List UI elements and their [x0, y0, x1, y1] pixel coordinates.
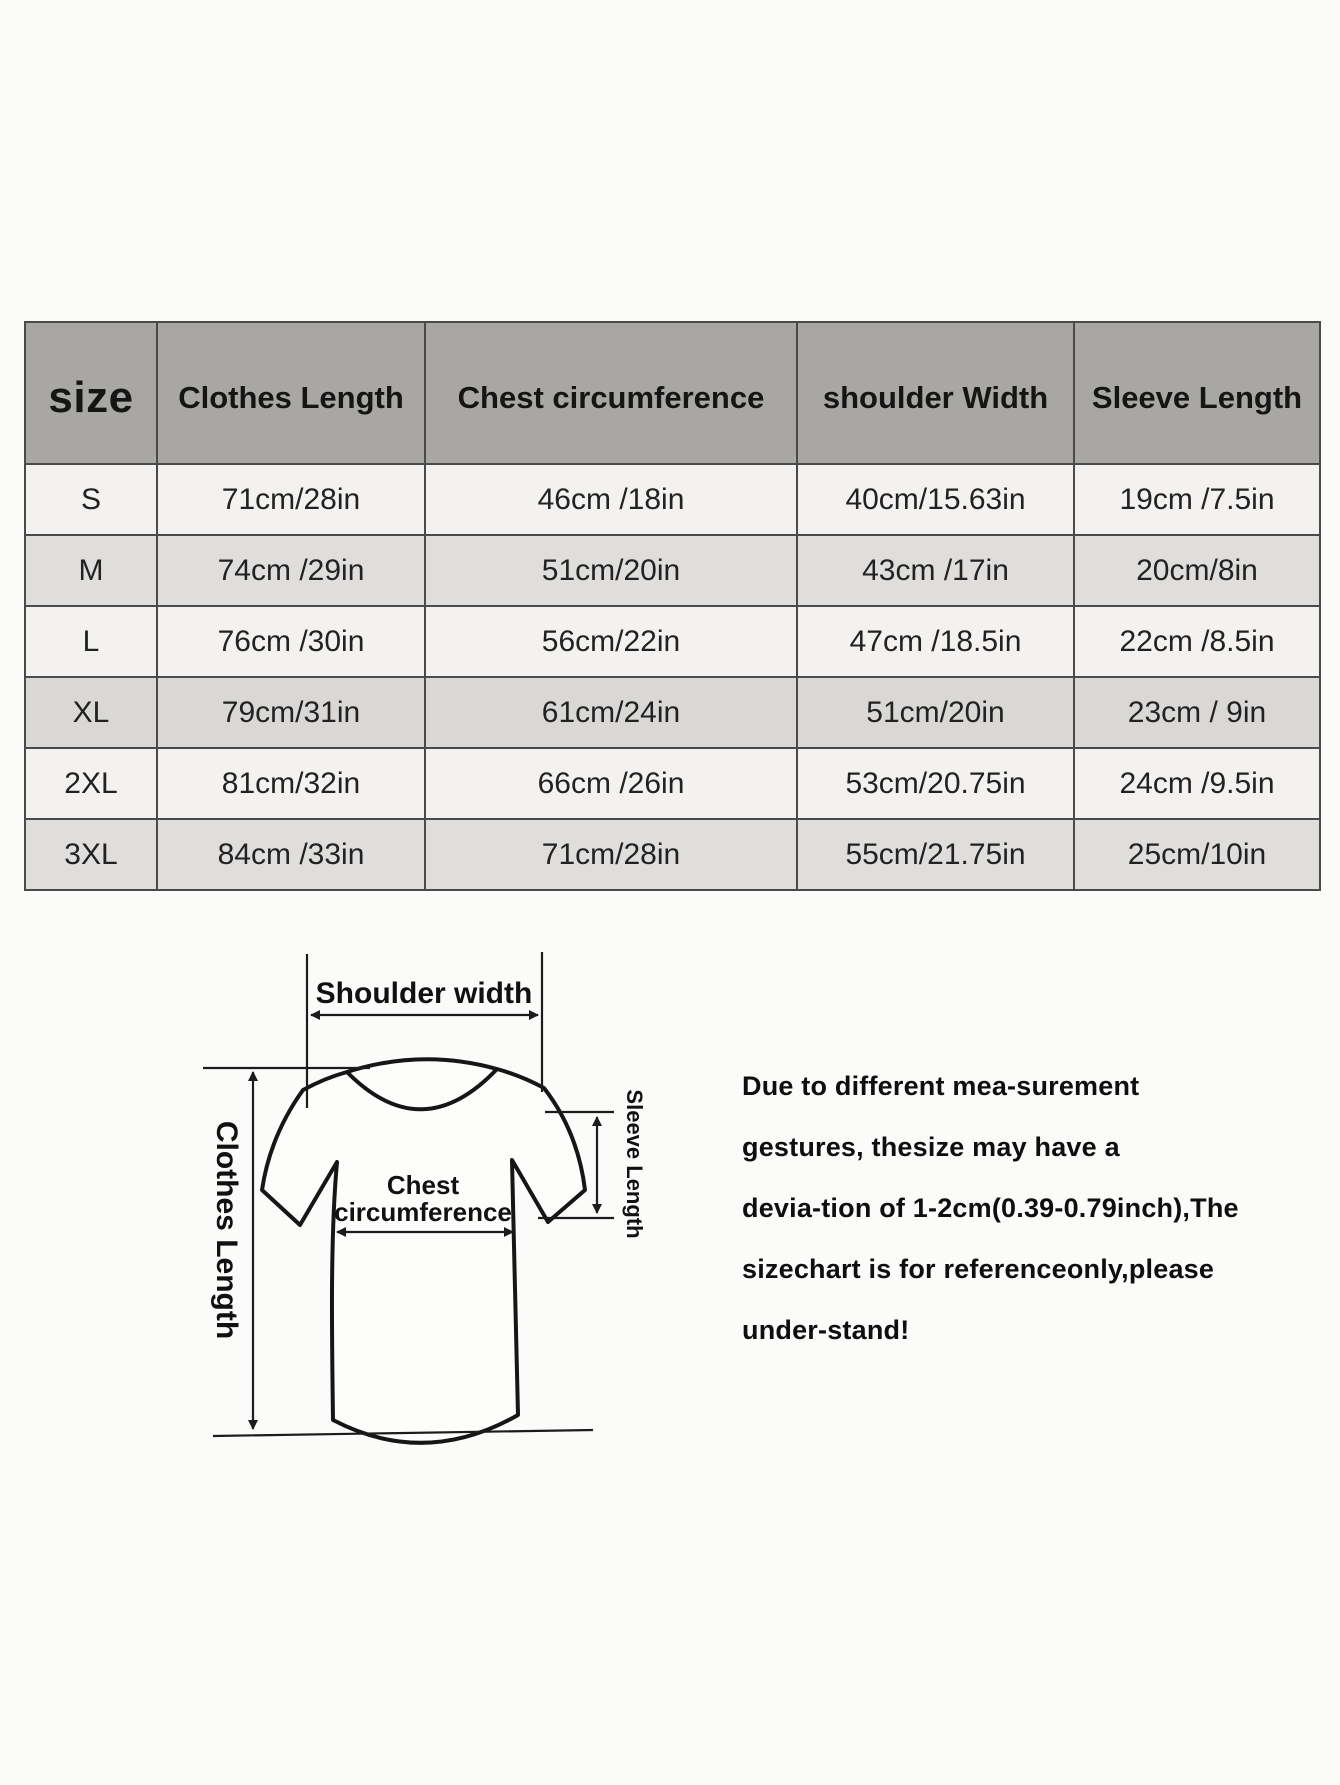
measurement-cell: 79cm/31in [157, 677, 425, 748]
tshirt-diagram [170, 940, 660, 1470]
size-cell: M [25, 535, 157, 606]
size-cell: XL [25, 677, 157, 748]
measurement-cell: 55cm/21.75in [797, 819, 1074, 890]
note-line: sizechart is for referenceonly,please [742, 1254, 1215, 1284]
measurement-cell: 51cm/20in [797, 677, 1074, 748]
measurement-cell: 84cm /33in [157, 819, 425, 890]
table-row-l [25, 606, 1320, 677]
measurement-cell: 71cm/28in [157, 464, 425, 535]
chest-label-line1: Chest [386, 1170, 460, 1200]
note-line: under-stand! [742, 1315, 910, 1345]
note-line: Due to different mea-surement [742, 1071, 1140, 1101]
measurement-cell: 56cm/22in [425, 606, 797, 677]
table-row-2xl [25, 748, 1320, 819]
column-header-shoulder-width: shoulder Width [797, 322, 1074, 464]
measurement-cell: 23cm / 9in [1074, 677, 1320, 748]
measurement-cell: 43cm /17in [797, 535, 1074, 606]
measurement-cell: 40cm/15.63in [797, 464, 1074, 535]
chest-label-line2: circumference [334, 1197, 512, 1227]
note-line: devia-tion of 1-2cm(0.39-0.79inch),The [742, 1193, 1239, 1223]
measurement-cell: 74cm /29in [157, 535, 425, 606]
size-table-header [25, 322, 1320, 464]
size-chart-table [24, 321, 1321, 891]
measurement-cell: 81cm/32in [157, 748, 425, 819]
shoulder-width-label: Shoulder width [315, 977, 533, 1010]
column-header-clothes-length: Clothes Length [157, 322, 425, 464]
measurement-cell: 19cm /7.5in [1074, 464, 1320, 535]
tshirt-diagram-svg [170, 940, 660, 1470]
clothes-length-label: Clothes Length [210, 1120, 243, 1340]
measurement-cell: 20cm/8in [1074, 535, 1320, 606]
table-row-s [25, 464, 1320, 535]
measurement-cell: 66cm /26in [425, 748, 797, 819]
measurement-cell: 76cm /30in [157, 606, 425, 677]
column-header-size: size [25, 322, 157, 464]
measurement-cell: 71cm/28in [425, 819, 797, 890]
measurement-cell: 22cm /8.5in [1074, 606, 1320, 677]
tshirt-outline [262, 1059, 585, 1443]
measurement-note [742, 1056, 1247, 1361]
note-line: gestures, thesize may have a [742, 1132, 1120, 1162]
sleeve-length-label: Sleeve Length [622, 1089, 647, 1239]
size-cell: 3XL [25, 819, 157, 890]
size-cell: L [25, 606, 157, 677]
column-header-sleeve-length: Sleeve Length [1074, 322, 1320, 464]
table-row-3xl [25, 819, 1320, 890]
measurement-cell: 47cm /18.5in [797, 606, 1074, 677]
table-row-m [25, 535, 1320, 606]
measurement-cell: 46cm /18in [425, 464, 797, 535]
measurement-cell: 51cm/20in [425, 535, 797, 606]
size-cell: S [25, 464, 157, 535]
size-cell: 2XL [25, 748, 157, 819]
measurement-cell: 53cm/20.75in [797, 748, 1074, 819]
column-header-chest-circumference: Chest circumference [425, 322, 797, 464]
header-row [25, 322, 1320, 464]
measurement-cell: 25cm/10in [1074, 819, 1320, 890]
size-table-body [25, 464, 1320, 890]
measurement-cell: 61cm/24in [425, 677, 797, 748]
measurement-cell: 24cm /9.5in [1074, 748, 1320, 819]
table-row-xl [25, 677, 1320, 748]
